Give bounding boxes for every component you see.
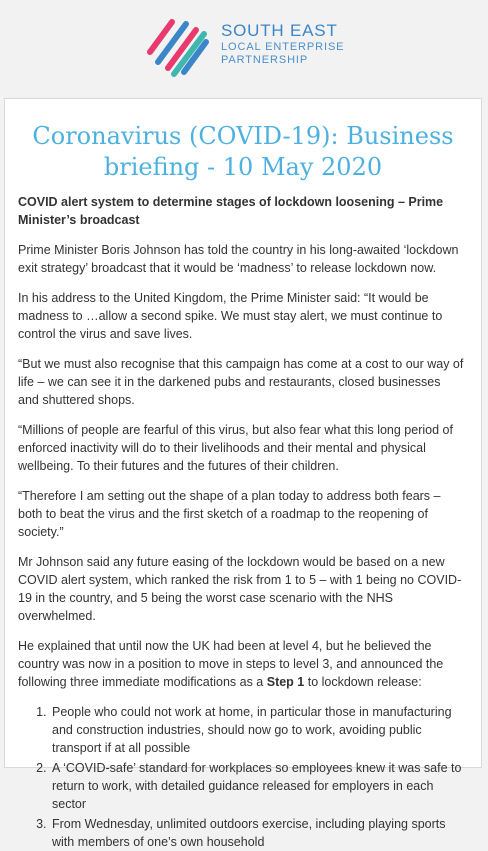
step-1-label: Step 1 — [266, 675, 305, 689]
article-title: Coronavirus (COVID-19): Business briefing - 10 May 2020 — [32, 122, 454, 181]
step-intro-text: He explained that until now the UK had been at level 4, but he believed the country was now in a position to move in steps to level 3, and announced the following three immediate modifications as a — [18, 639, 444, 689]
paragraph: “But we must also recognise that this campaign has come at a cost to our way of life – we can see it in the darkened pubs and restaurants, closed businesses and shuttered shops. — [18, 357, 464, 407]
logo-line-1: SOUTH EAST — [221, 21, 338, 40]
lead-heading: COVID alert system to determine stages of lockdown loosening – Prime Minister’s broadcast — [18, 195, 444, 227]
list-item: 2. A ‘COVID-safe’ standard for workplaces so employees knew it was safe to return to work, with detailed guidance released for employers in each sector — [50, 759, 464, 813]
list-item: 3. From Wednesday, unlimited outdoors exercise, including playing sports with members of one’s own household — [50, 815, 464, 851]
step-intro-text-end: to lockdown release: — [304, 675, 422, 689]
logo-line-3: PARTNERSHIP — [221, 54, 309, 66]
logo-line-2: LOCAL ENTERPRISE — [221, 41, 345, 53]
header — [0, 0, 488, 98]
list-item: 1. People who could not work at home, in particular those in manufacturing and construction industries, should now go to work, avoiding public transport if at all possible — [50, 703, 464, 757]
step-list — [18, 703, 464, 851]
article-body — [5, 183, 481, 851]
step-intro-paragraph — [18, 637, 464, 691]
paragraph: In his address to the United Kingdom, the Prime Minister said: “It would be madness to …allow a second spike. We must stay alert, we must continue to control the virus and save lives. — [18, 291, 443, 341]
article-card — [4, 98, 482, 849]
paragraph: “Millions of people are fearful of this virus, but also fear what this long period of enforced inactivity will do to their livelihoods and their mental and physical wellbeing. To their futures and the futures of their children. — [18, 423, 453, 473]
paragraph: Mr Johnson said any future easing of the lockdown would be based on a new COVID alert system, which ranked the risk from 1 to 5 – with 1 being no COVID-19 in the country, and 5 being the worst case scenario with the NHS overwhelmed. — [18, 555, 462, 623]
selep-logo-icon — [144, 12, 210, 78]
organisation-name — [221, 22, 344, 67]
lead-paragraph: Prime Minister Boris Johnson has told the country in his long-awaited ‘lockdown exit strategy’ broadcast that it would be ‘madness’ to release lockdown now. — [18, 243, 459, 275]
paragraph: “Therefore I am setting out the shape of a plan today to address both fears – both to beat the virus and the first sketch of a roadmap to the reopening of society.” — [18, 489, 441, 539]
